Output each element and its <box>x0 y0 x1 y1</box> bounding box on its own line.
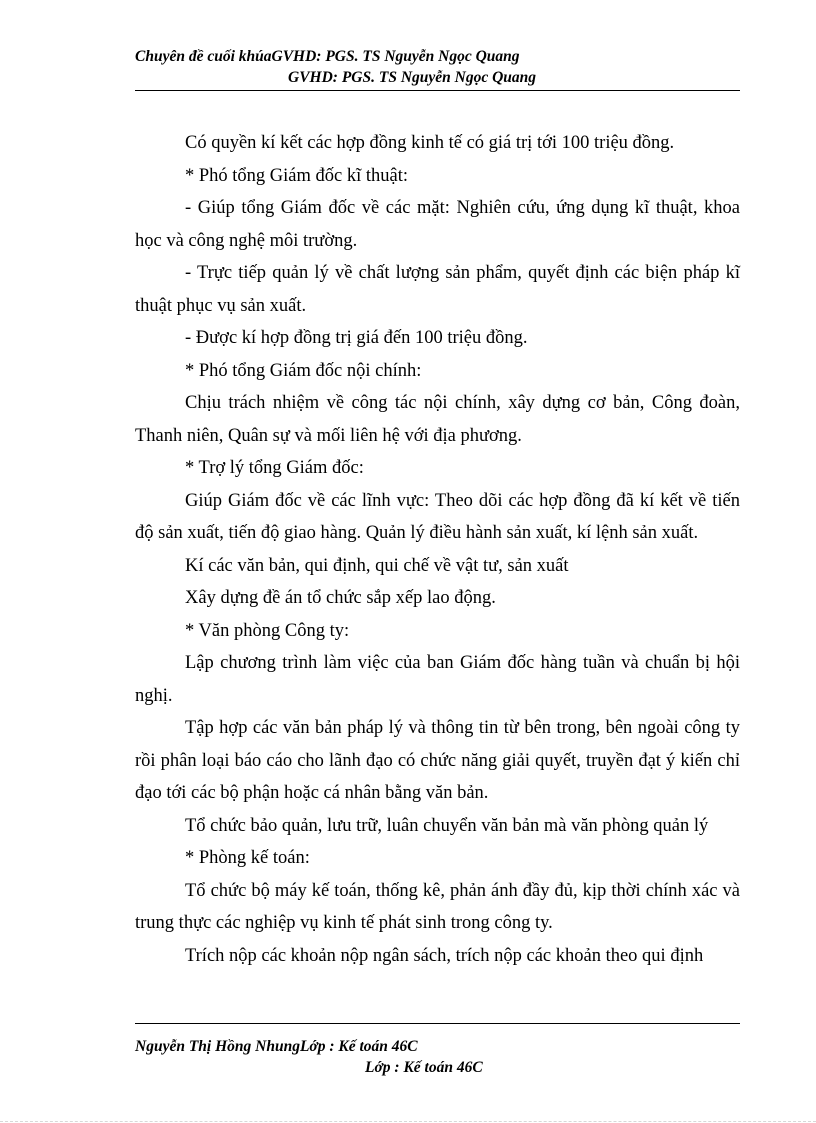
section-heading: * Phó tổng Giám đốc nội chính: <box>185 360 422 381</box>
page-footer <box>135 1036 740 1078</box>
header-line-1: Chuyên đề cuối khúaGVHD: PGS. TS Nguyễn Ngọc Quang <box>135 48 520 65</box>
document-body <box>135 127 740 972</box>
section-heading: * Phó tổng Giám đốc kĩ thuật: <box>185 165 409 186</box>
paragraph: Tổ chức bảo quản, lưu trữ, luân chuyển văn bản mà văn phòng quản lý <box>185 815 709 836</box>
section-heading: * Văn phòng Công ty: <box>185 620 350 641</box>
paragraph: Kí các văn bản, qui định, qui chế về vật tư, sản xuất <box>185 555 569 576</box>
paragraph: - Trực tiếp quản lý về chất lượng sản phẩm, quyết định các biện pháp kĩ thuật phục vụ sản xuất. <box>135 263 740 316</box>
header-rule <box>135 90 740 91</box>
paragraph: Có quyền kí kết các hợp đồng kinh tế có giá trị tới 100 triệu đồng. <box>185 133 675 153</box>
paragraph: Tập hợp các văn bản pháp lý và thông tin từ bên trong, bên ngoài công ty rồi phân loại báo cáo cho lãnh đạo có chức năng giải quyết, truyền đạt ý kiến chỉ đạo tới các bộ phận hoặc cá nhân bằng văn bản. <box>135 718 740 803</box>
paragraph: Giúp Giám đốc về các lĩnh vực: Theo dõi các hợp đồng đã kí kết về tiến độ sản xuất, tiến độ giao hàng. Quản lý điều hành sản xuất, kí lệnh sản xuất. <box>135 490 740 543</box>
header-line-2: GVHD: PGS. TS Nguyễn Ngọc Quang <box>288 69 537 86</box>
footer-rule <box>135 1023 740 1024</box>
section-heading: * Trợ lý tổng Giám đốc: <box>185 458 364 478</box>
paragraph: Lập chương trình làm việc của ban Giám đốc hàng tuần và chuẩn bị hội nghị. <box>135 653 740 706</box>
footer-line-2: Lớp : Kế toán 46C <box>365 1059 483 1076</box>
paragraph: - Được kí hợp đồng trị giá đến 100 triệu đồng. <box>185 328 528 348</box>
paragraph: Trích nộp các khoản nộp ngân sách, trích nộp các khoản theo qui định <box>185 945 704 966</box>
section-heading: * Phòng kế toán: <box>185 848 310 868</box>
page-header <box>135 46 740 88</box>
footer-line-1: Nguyễn Thị Hồng NhungLớp : Kế toán 46C <box>135 1038 418 1055</box>
paragraph: Xây dựng đề án tổ chức sắp xếp lao động. <box>185 588 496 608</box>
page-edge-divider <box>0 1121 816 1122</box>
paragraph: Chịu trách nhiệm về công tác nội chính, xây dựng cơ bản, Công đoàn, Thanh niên, Quân sự và mối liên hệ với địa phương. <box>135 393 740 446</box>
paragraph: - Giúp tổng Giám đốc về các mặt: Nghiên cứu, ứng dụng kĩ thuật, khoa học và công nghệ môi trường. <box>135 198 740 251</box>
paragraph: Tổ chức bộ máy kế toán, thống kê, phản ánh đầy đủ, kịp thời chính xác và trung thực các nghiệp vụ kinh tế phát sinh trong công ty. <box>135 880 740 933</box>
